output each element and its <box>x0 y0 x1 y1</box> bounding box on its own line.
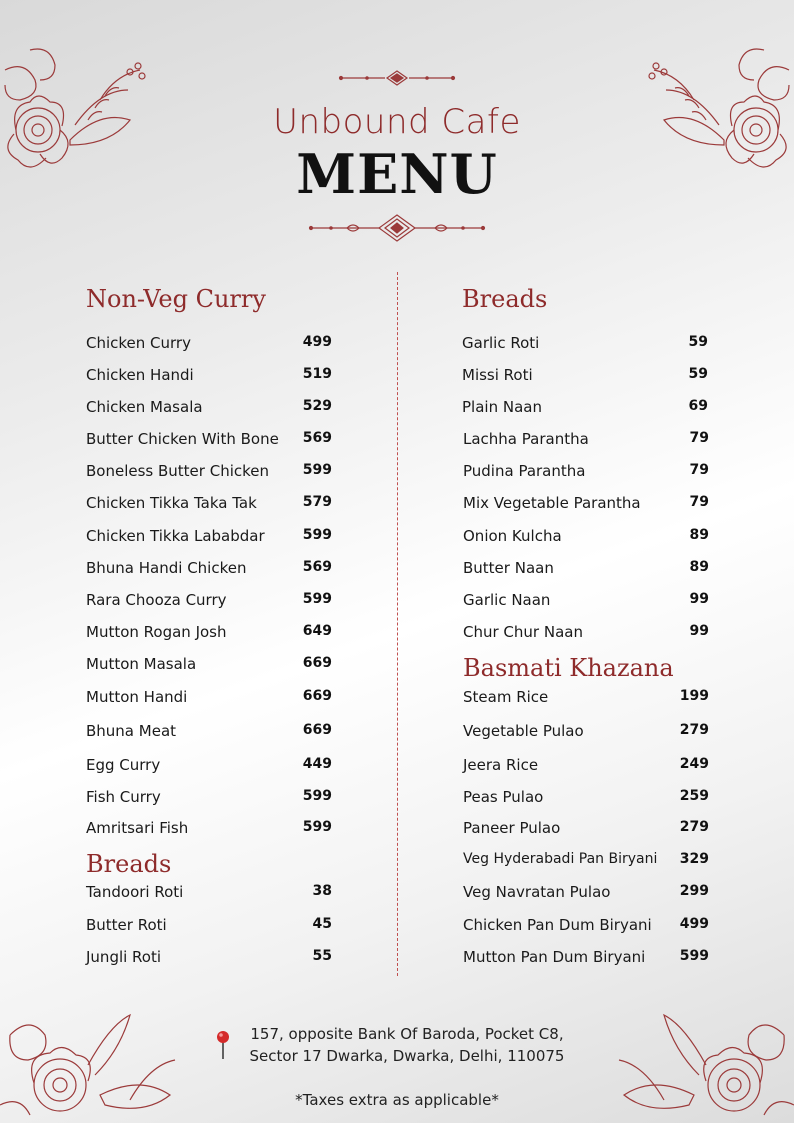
menu-item <box>86 722 332 742</box>
menu-item <box>86 688 332 708</box>
item-price: 99 <box>689 591 709 607</box>
item-name: Garlic Naan <box>463 591 551 609</box>
footer-address-line1: 157, opposite Bank Of Baroda, Pocket C8, <box>250 1025 564 1043</box>
item-name: Steam Rice <box>463 688 549 706</box>
menu-item <box>463 722 709 742</box>
item-name: Jeera Rice <box>463 756 539 774</box>
menu-item <box>463 756 709 776</box>
menu-item <box>463 788 709 808</box>
ornamental-divider-bottom-icon <box>307 214 487 242</box>
item-name: Pudina Parantha <box>463 462 586 480</box>
item-name: Mutton Rogan Josh <box>86 623 227 641</box>
item-price: 329 <box>679 851 709 867</box>
item-price: 599 <box>302 462 332 478</box>
menu-item <box>463 623 709 643</box>
menu-header <box>0 70 794 242</box>
menu-item <box>86 819 332 839</box>
item-price: 59 <box>688 334 708 350</box>
item-price: 299 <box>679 883 709 899</box>
item-price: 669 <box>302 655 332 671</box>
menu-item <box>86 398 332 418</box>
item-name: Paneer Pulao <box>463 819 561 837</box>
item-price: 499 <box>302 334 332 350</box>
item-name: Veg Navratan Pulao <box>463 883 611 901</box>
item-name: Mutton Handi <box>86 688 188 706</box>
item-price: 519 <box>302 366 332 382</box>
item-price: 89 <box>689 527 709 543</box>
menu-item <box>462 334 708 354</box>
section-title-breads-left: Breads <box>86 850 172 878</box>
item-price: 89 <box>689 559 709 575</box>
menu-item <box>86 655 332 675</box>
menu-item <box>463 559 709 579</box>
item-name: Mutton Masala <box>86 655 197 673</box>
item-name: Butter Chicken With Bone <box>86 430 279 448</box>
item-price: 259 <box>679 788 709 804</box>
item-name: Missi Roti <box>462 366 533 384</box>
item-price: 99 <box>689 623 709 639</box>
item-price: 199 <box>679 688 709 704</box>
item-name: Veg Hyderabadi Pan Biryani <box>463 851 658 867</box>
item-price: 599 <box>302 527 332 543</box>
item-name: Garlic Roti <box>462 334 540 352</box>
menu-item <box>86 430 332 450</box>
menu-item <box>86 916 332 936</box>
item-name: Amritsari Fish <box>86 819 189 837</box>
item-name: Chur Chur Naan <box>463 623 583 641</box>
item-name: Chicken Tikka Taka Tak <box>86 494 257 512</box>
item-name: Onion Kulcha <box>463 527 562 545</box>
item-price: 55 <box>312 948 332 964</box>
menu-item <box>463 948 709 968</box>
item-name: Peas Pulao <box>463 788 544 806</box>
item-price: 599 <box>679 948 709 964</box>
menu-title: MENU <box>296 142 498 206</box>
item-name: Fish Curry <box>86 788 161 806</box>
item-price: 669 <box>302 688 332 704</box>
menu-item <box>86 756 332 776</box>
menu-item <box>86 623 332 643</box>
item-price: 569 <box>302 559 332 575</box>
item-price: 79 <box>689 430 709 446</box>
menu-item <box>463 851 709 871</box>
item-price: 499 <box>679 916 709 932</box>
item-price: 59 <box>688 366 708 382</box>
item-name: Vegetable Pulao <box>463 722 584 740</box>
item-price: 45 <box>312 916 332 932</box>
item-price: 79 <box>689 494 709 510</box>
item-price: 449 <box>302 756 332 772</box>
footer-tax-note: *Taxes extra as applicable* <box>295 1091 499 1109</box>
menu-item <box>86 462 332 482</box>
menu-item <box>463 430 709 450</box>
menu-item <box>86 559 332 579</box>
item-price: 69 <box>688 398 708 414</box>
menu-item <box>86 527 332 547</box>
item-name: Bhuna Handi Chicken <box>86 559 247 577</box>
menu-item <box>463 591 709 611</box>
item-name: Butter Naan <box>463 559 554 577</box>
menu-item <box>463 688 709 708</box>
footer-address-line2: Sector 17 Dwarka, Dwarka, Delhi, 110075 <box>249 1047 565 1065</box>
item-name: Rara Chooza Curry <box>86 591 227 609</box>
item-name: Mix Vegetable Parantha <box>463 494 641 512</box>
item-name: Boneless Butter Chicken <box>86 462 270 480</box>
menu-item <box>86 591 332 611</box>
menu-item <box>86 948 332 968</box>
menu-item <box>462 398 708 418</box>
item-price: 599 <box>302 788 332 804</box>
menu-item <box>86 788 332 808</box>
item-name: Jungli Roti <box>86 948 162 966</box>
item-price: 38 <box>312 883 332 899</box>
item-price: 529 <box>302 398 332 414</box>
item-name: Chicken Handi <box>86 366 194 384</box>
section-title-breads-right: Breads <box>462 285 548 313</box>
menu-item <box>463 527 709 547</box>
menu-item <box>86 494 332 514</box>
item-price: 79 <box>689 462 709 478</box>
item-price: 599 <box>302 819 332 835</box>
item-name: Chicken Pan Dum Biryani <box>463 916 652 934</box>
menu-item <box>463 883 709 903</box>
item-price: 279 <box>679 722 709 738</box>
item-price: 669 <box>302 722 332 738</box>
item-name: Bhuna Meat <box>86 722 177 740</box>
section-title-non-veg-curry: Non-Veg Curry <box>86 285 266 313</box>
item-name: Chicken Curry <box>86 334 191 352</box>
item-name: Chicken Masala <box>86 398 203 416</box>
item-name: Butter Roti <box>86 916 167 934</box>
menu-item <box>463 916 709 936</box>
item-name: Plain Naan <box>462 398 542 416</box>
cafe-name: Unbound Cafe <box>273 102 521 142</box>
menu-item <box>463 494 709 514</box>
item-price: 579 <box>302 494 332 510</box>
section-title-basmati-khazana: Basmati Khazana <box>463 654 674 682</box>
menu-item <box>86 883 332 903</box>
item-price: 599 <box>302 591 332 607</box>
menu-item <box>462 366 708 386</box>
menu-item <box>86 366 332 386</box>
column-divider <box>397 272 398 976</box>
menu-item <box>86 334 332 354</box>
item-price: 569 <box>302 430 332 446</box>
item-name: Chicken Tikka Lababdar <box>86 527 265 545</box>
menu-item <box>463 819 709 839</box>
item-name: Lachha Parantha <box>463 430 589 448</box>
item-price: 279 <box>679 819 709 835</box>
item-price: 649 <box>302 623 332 639</box>
menu-item <box>463 462 709 482</box>
ornamental-divider-top-icon <box>337 70 457 86</box>
item-name: Mutton Pan Dum Biryani <box>463 948 646 966</box>
item-name: Tandoori Roti <box>86 883 184 901</box>
item-price: 249 <box>679 756 709 772</box>
item-name: Egg Curry <box>86 756 161 774</box>
